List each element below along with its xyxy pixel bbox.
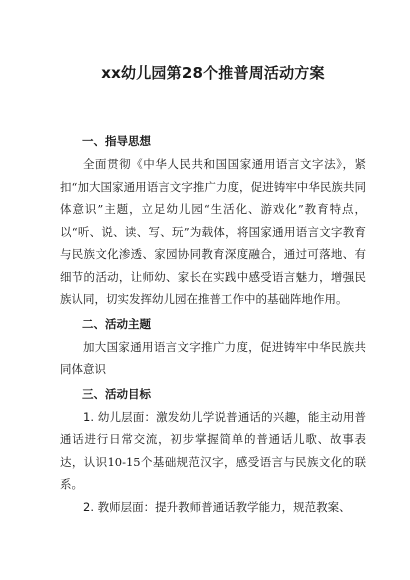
section-heading: 三、活动目标 bbox=[82, 386, 151, 401]
section-activity-goals bbox=[60, 383, 366, 519]
item-text: 幼儿层面：激发幼儿学说普通话的兴趣，能主动用普通话进行日常交流，初步掌握简单的普通话儿歌、故事表达，认识10-15个基础规范汉字，感受语言与民族文化的联系。 bbox=[60, 409, 367, 491]
section-heading: 二、活动主题 bbox=[82, 316, 151, 331]
list-item bbox=[60, 496, 366, 519]
item-text: 教师层面：提升教师普通话教学能力，规范教案、 bbox=[97, 499, 351, 514]
document-title: xx幼儿园第28个推普周活动方案 bbox=[101, 64, 325, 82]
section-activity-theme bbox=[60, 313, 366, 381]
paragraph: 全面贯彻《中华人民共和国国家通用语言文字法》，紧扣“加大国家通用语言文字推广力度，促进铸牢中华民族共同体意识”主题，立足幼儿园“生活化、游戏化”教育特点，以“听、说、读、写、玩”为载体，将国家通用语言文字教育与民族文化渗透、家园协同教育深度融合，通过可落地、有细节的活动，让师幼、家长在实践中感受语言魅力，增强民族认同，切实发挥幼儿园在推普工作中的基础阵地作用。 bbox=[60, 157, 366, 306]
list-item bbox=[60, 406, 366, 496]
section-guiding-ideology bbox=[60, 130, 366, 311]
item-number: 1. bbox=[83, 409, 94, 424]
item-number: 2. bbox=[83, 499, 94, 514]
section-heading: 一、指导思想 bbox=[82, 134, 151, 148]
paragraph: 加大国家通用语言文字推广力度，促进铸牢中华民族共同体意识 bbox=[60, 339, 366, 376]
